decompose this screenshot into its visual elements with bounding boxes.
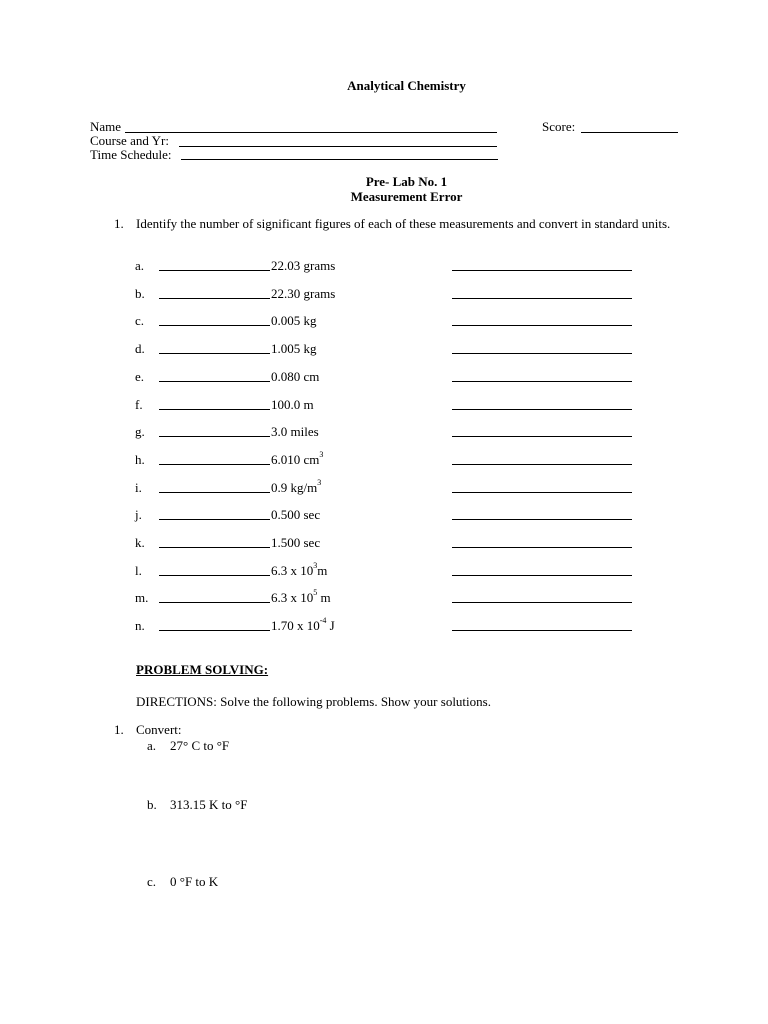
sig-fig-answer-line[interactable] <box>159 464 270 465</box>
exponent: 3 <box>317 478 322 487</box>
sig-fig-answer-line[interactable] <box>159 270 270 271</box>
measurement-value-text: 0.9 kg/m <box>271 480 318 495</box>
sig-fig-answer-line[interactable] <box>159 298 270 299</box>
item-letter: l. <box>135 563 142 578</box>
conversion-answer-line[interactable] <box>452 298 632 299</box>
sig-fig-answer-line[interactable] <box>159 353 270 354</box>
exponent: -4 <box>319 616 327 625</box>
convert-number: 1. <box>114 722 124 737</box>
question-text: Identify the number of significant figures of each of these measurements and convert in standard units. <box>136 216 671 231</box>
item-letter: c. <box>135 313 145 328</box>
problem-solving-heading: PROBLEM SOLVING: <box>136 662 269 677</box>
measurement-value-text: 6.010 cm <box>271 452 320 467</box>
conversion-answer-line[interactable] <box>452 436 632 437</box>
measurement-value-text: 6.3 x 10 <box>271 590 314 605</box>
conversion-answer-line[interactable] <box>452 464 632 465</box>
course-label: Course and Yr: <box>90 133 169 148</box>
measurement-value-text: 0.005 kg <box>271 313 317 328</box>
sig-fig-answer-line[interactable] <box>159 325 270 326</box>
conversion-answer-line[interactable] <box>452 381 632 382</box>
measurement-value <box>271 563 327 579</box>
measurement-value <box>271 369 319 385</box>
score-line[interactable] <box>581 132 678 133</box>
sig-fig-answer-line[interactable] <box>159 602 270 603</box>
lab-title: Pre- Lab No. 1 <box>365 174 448 189</box>
schedule-line[interactable] <box>181 159 498 160</box>
exponent: 5 <box>313 588 318 597</box>
conversion-answer-line[interactable] <box>452 519 632 520</box>
conversion-problem: 27° C to °F <box>170 738 230 753</box>
exponent: 3 <box>313 561 318 570</box>
item-letter: j. <box>135 507 142 522</box>
conversion-letter: a. <box>147 738 157 753</box>
conversion-answer-line[interactable] <box>452 270 632 271</box>
sig-fig-answer-line[interactable] <box>159 547 270 548</box>
conversion-answer-line[interactable] <box>452 630 632 631</box>
measurement-value-text: 0.500 sec <box>271 507 321 522</box>
measurement-value-text: 22.30 grams <box>271 286 336 301</box>
conversion-answer-line[interactable] <box>452 409 632 410</box>
sig-fig-answer-line[interactable] <box>159 409 270 410</box>
measurement-value <box>271 397 314 413</box>
conversion-answer-line[interactable] <box>452 575 632 576</box>
item-letter: n. <box>135 618 145 633</box>
name-label: Name <box>90 119 122 134</box>
conversion-letter: b. <box>147 797 157 812</box>
measurement-value <box>271 341 317 357</box>
item-letter: i. <box>135 480 142 495</box>
measurement-value <box>271 535 320 551</box>
document-title: Analytical Chemistry <box>347 78 466 93</box>
item-letter: a. <box>135 258 145 273</box>
item-letter: k. <box>135 535 145 550</box>
conversion-answer-line[interactable] <box>452 492 632 493</box>
course-line[interactable] <box>179 146 497 147</box>
measurement-value <box>271 480 321 496</box>
measurement-value <box>271 286 335 302</box>
measurement-value-text: 100.0 m <box>271 397 314 412</box>
measurement-value <box>271 452 323 468</box>
measurement-value <box>271 258 335 274</box>
conversion-problem: 313.15 K to °F <box>170 797 248 812</box>
conversion-answer-line[interactable] <box>452 325 632 326</box>
item-letter: f. <box>135 397 143 412</box>
conversion-answer-line[interactable] <box>452 602 632 603</box>
schedule-label: Time Schedule: <box>90 147 172 162</box>
item-letter: b. <box>135 286 145 301</box>
measurement-value-text: 22.03 grams <box>271 258 336 273</box>
score-label: Score: <box>542 119 576 134</box>
sig-fig-answer-line[interactable] <box>159 492 270 493</box>
unit-suffix: J <box>326 618 335 633</box>
name-line[interactable] <box>125 132 497 133</box>
unit-suffix: m <box>317 563 328 578</box>
measurement-value-text: 0.080 cm <box>271 369 320 384</box>
sig-fig-answer-line[interactable] <box>159 436 270 437</box>
measurement-value <box>271 313 317 329</box>
measurement-value <box>271 618 335 634</box>
conversion-letter: c. <box>147 874 157 889</box>
item-letter: g. <box>135 424 145 439</box>
measurement-value-text: 1.005 kg <box>271 341 317 356</box>
measurement-value-text: 1.500 sec <box>271 535 321 550</box>
sig-fig-answer-line[interactable] <box>159 519 270 520</box>
item-letter: h. <box>135 452 145 467</box>
measurement-value-text: 1.70 x 10 <box>271 618 320 633</box>
item-letter: d. <box>135 341 145 356</box>
exponent: 3 <box>319 450 324 459</box>
conversion-problem: 0 °F to K <box>170 874 219 889</box>
convert-label: Convert: <box>136 722 182 737</box>
unit-suffix: m <box>317 590 331 605</box>
sig-fig-answer-line[interactable] <box>159 381 270 382</box>
measurement-value <box>271 507 320 523</box>
measurement-value <box>271 590 331 606</box>
sig-fig-answer-line[interactable] <box>159 630 270 631</box>
measurement-value <box>271 424 319 440</box>
measurement-value-text: 6.3 x 10 <box>271 563 314 578</box>
lab-subtitle: Measurement Error <box>350 189 463 204</box>
measurement-value-text: 3.0 miles <box>271 424 319 439</box>
item-letter: e. <box>135 369 145 384</box>
conversion-answer-line[interactable] <box>452 353 632 354</box>
item-letter: m. <box>135 590 149 605</box>
directions-text: DIRECTIONS: Solve the following problems. Show your solutions. <box>136 694 491 709</box>
question-number: 1. <box>114 216 124 231</box>
sig-fig-answer-line[interactable] <box>159 575 270 576</box>
conversion-answer-line[interactable] <box>452 547 632 548</box>
